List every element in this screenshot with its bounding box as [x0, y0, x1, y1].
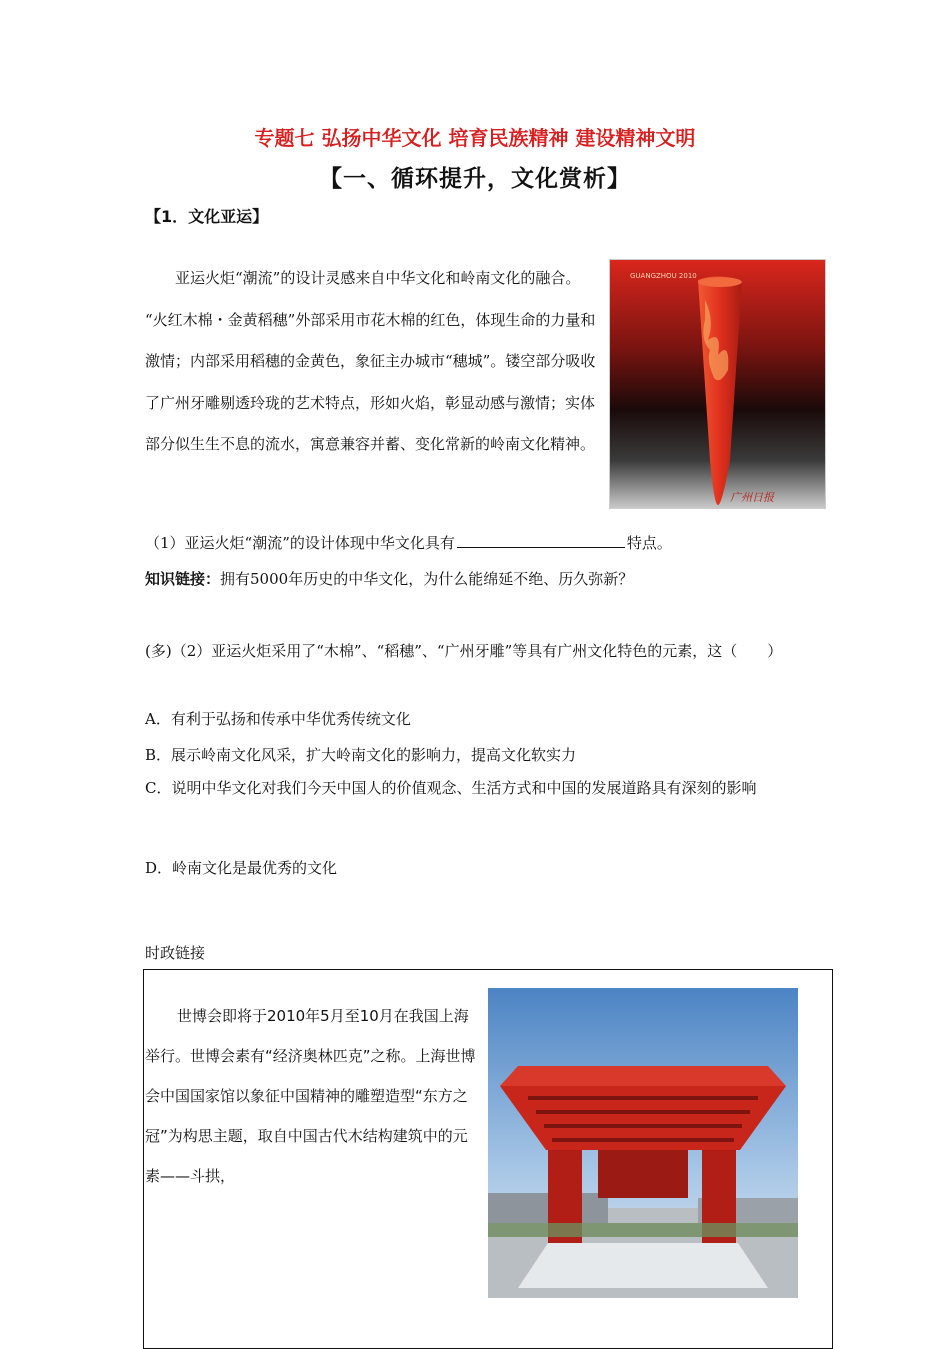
- expo-paragraph: [145, 996, 480, 1196]
- torch-logo-text: GUANGZHOU 2010: [630, 272, 697, 280]
- expo-paragraph-text: 世博会即将于2010年5月至10月在我国上海举行。世博会素有“经济奥林匹克”之称。上海世博会中国国家馆以象征中国精神的雕塑造型“东方之冠”为构思主题，取自中国古代木结构建筑中的元素——斗拱，: [145, 1007, 476, 1185]
- question-1-suffix: 特点。: [626, 534, 672, 552]
- knowledge-link-text: 拥有5000年历史的中华文化，为什么能绵延不绝、历久弥新？: [220, 570, 634, 588]
- question-2: (多)（2）亚运火炬采用了“木棉”、“稻穗”、“广州牙雕”等具有广州文化特色的元素，这（ ）: [145, 642, 783, 660]
- section-heading: 【1．文化亚运】: [145, 207, 269, 226]
- news-label: 时政链接: [145, 944, 206, 962]
- answer-blank[interactable]: [457, 532, 625, 548]
- option-d: D．岭南文化是最优秀的文化: [145, 859, 338, 877]
- option-c: C．说明中华文化对我们今天中国人的价值观念、生活方式和中国的发展道路具有深刻的影响: [145, 779, 757, 797]
- document-title: 专题七 弘扬中华文化 培育民族精神 建设精神文明: [254, 126, 696, 150]
- option-b: B．展示岭南文化风采，扩大岭南文化的影响力，提高文化软实力: [145, 746, 577, 764]
- section-subtitle: 【一、循环提升，文化赏析】: [319, 165, 631, 192]
- question-1: [145, 532, 672, 553]
- torch-watermark: 广州日报: [730, 491, 774, 504]
- knowledge-link: [145, 568, 633, 589]
- option-a: A．有利于弘扬和传承中华优秀传统文化: [145, 710, 411, 728]
- torch-paragraph: [145, 258, 600, 466]
- china-pavilion-image: [488, 988, 798, 1298]
- knowledge-link-label: 知识链接：: [145, 570, 221, 588]
- torch-paragraph-text: 亚运火炬“潮流”的设计灵感来自中华文化和岭南文化的融合。 “火红木棉・金黄稻穗”外部采用市花木棉的红色，体现生命的力量和激情；内部采用稻穗的金黄色，象征主办城市“穗城”。镂空部分吸收了广州牙雕剔透玲珑的艺术特点，形如火焰，彰显动感与激情；实体部分似生生不息的流水，寓意兼容并蓄、变化常新的岭南文化精神。: [145, 269, 596, 453]
- question-1-prefix: （1）亚运火炬“潮流”的设计体现中华文化具有: [145, 534, 455, 552]
- pavilion-illustration: [488, 988, 798, 1298]
- torch-illustration: [610, 260, 826, 509]
- torch-image: [609, 259, 826, 509]
